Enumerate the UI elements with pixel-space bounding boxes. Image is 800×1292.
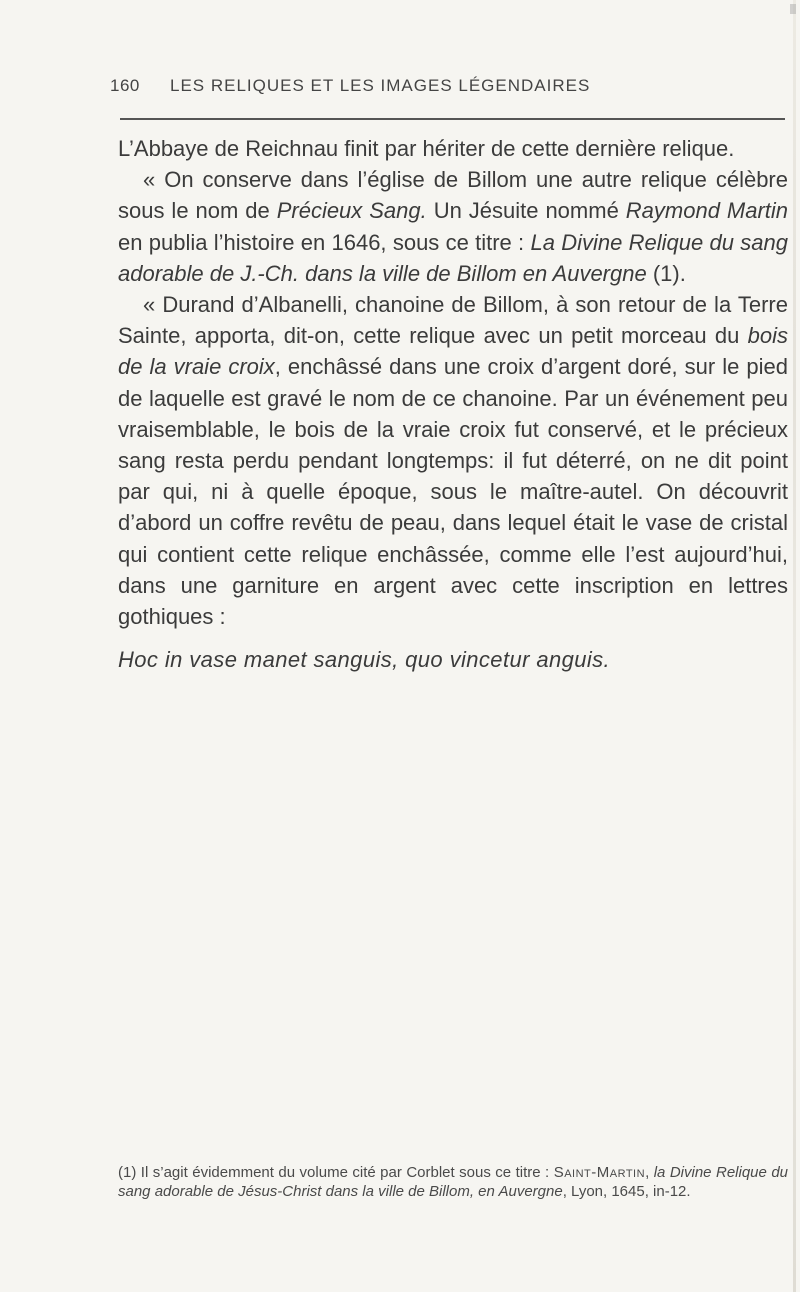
page-number: 160 bbox=[110, 76, 140, 95]
body-text bbox=[118, 133, 788, 675]
paragraph-2-italic-precieux-sang: Précieux Sang. bbox=[276, 198, 427, 224]
paragraph-2-text-a: « On conserve dans l’église de Billom une autre relique célèbre sous le nom de bbox=[118, 167, 788, 224]
running-head bbox=[110, 76, 790, 100]
running-title: LES RELIQUES ET LES IMAGES LÉGENDAIRES bbox=[170, 76, 591, 95]
footnote-text-a: (1) Il s’agit évidemment du volume cité par Corblet sous ce titre : bbox=[118, 1164, 554, 1181]
header-rule bbox=[120, 118, 785, 120]
paragraph-3-italic-bois: bois de la vraie croix bbox=[118, 323, 788, 380]
paragraph-1 bbox=[118, 133, 788, 164]
corner-mark bbox=[790, 4, 796, 14]
footnote-text-e: , Lyon, 1645, in-12. bbox=[562, 1183, 691, 1201]
paragraph-3-text-a: « Durand d’Albanelli, chanoine de Billom, à son retour de la Terre Sainte, apporta, dit-on, cette relique avec un petit morceau du bbox=[118, 292, 788, 349]
paragraph-2-italic-author: Raymond Martin bbox=[625, 198, 789, 224]
paragraph-2-footnote-ref: (1). bbox=[646, 260, 686, 286]
paragraph-2-text-c: Un Jésuite nommé bbox=[426, 198, 626, 224]
footnote-author: Saint-Martin bbox=[553, 1164, 646, 1181]
paragraph-2-text-e: en publia l’histoire en 1646, sous ce titre : bbox=[118, 229, 531, 255]
paragraph-2 bbox=[118, 164, 788, 289]
paragraph-3 bbox=[118, 289, 788, 632]
footnote-text-c: , bbox=[645, 1164, 654, 1181]
page-edge-shadow bbox=[793, 0, 796, 1292]
paragraph-3-text-c: , enchâssé dans une croix d’argent doré, sur le pied de laquelle est gravé le nom de ce chanoine. Par un événement peu vraisemblable, le bois de la vraie croix fut conservé, et le précieux sang resta perdu pendant longtemps: il fut déterré, on ne dit point par qui, ni à quelle époque, sous le maître-autel. On découvrit d’abord un coffre revêtu de peau, dans lequel était le vase de cristal qui contient cette relique enchâssée, comme elle l’est aujourd’hui, dans une garniture en argent avec cette inscription en lettres gothiques : bbox=[118, 354, 788, 630]
footnote bbox=[118, 1163, 788, 1201]
paragraph-2-italic-book-title: La Divine Relique du sang adorable de J.-Ch. dans la ville de Billom en Auvergne bbox=[118, 229, 788, 286]
paragraph-1-text: L’Abbaye de Reichnau finit par hériter de cette dernière relique. bbox=[118, 136, 735, 161]
latin-inscription: Hoc in vase manet sanguis, quo vincetur anguis. bbox=[118, 647, 611, 673]
footnote-book-title: la Divine Relique du sang adorable de Jésus-Christ dans la ville de Billom, en Auvergne bbox=[118, 1164, 789, 1201]
